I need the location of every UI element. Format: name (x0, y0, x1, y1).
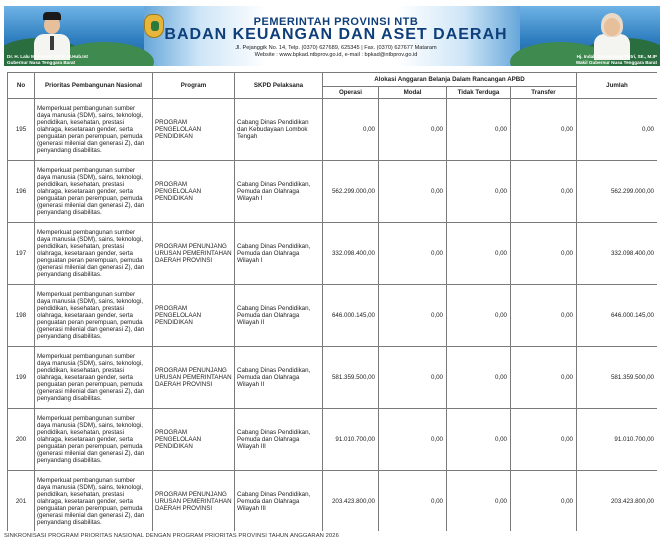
cell-prioritas: Memperkuat pembangunan sumber daya manusia (SDM), sains, teknologi, pendidikan, kesehatan, prestasi olahraga, kesetaraan gender, serta penguatan peran perempuan, pemuda (generasi milenial dan generasi Z), dan penyandang disabilitas. (35, 285, 153, 347)
vice-governor-title: Wakil Gubernur Nusa Tenggara Barat (575, 59, 657, 65)
cell-skpd: Cabang Dinas Pendidikan, Pemuda dan Olahraga Wilayah I (235, 223, 323, 285)
cell-modal: 0,00 (379, 99, 447, 161)
cell-modal: 0,00 (379, 471, 447, 532)
header-website: Website : www.bpkad.ntbprov.go.id, e-mail : bpkad@ntbprov.go.id (254, 52, 418, 58)
cell-transfer: 0,00 (511, 285, 577, 347)
cell-transfer: 0,00 (511, 99, 577, 161)
cell-program: PROGRAM PENUNJANG URUSAN PEMERINTAHAN DAERAH PROVINSI (153, 223, 235, 285)
table-row (8, 223, 658, 285)
cell-modal: 0,00 (379, 347, 447, 409)
header-program: Program (153, 73, 235, 99)
cell-operasi: 646.000.145,00 (323, 285, 379, 347)
header-title-line1: PEMERINTAH PROVINSI NTB (253, 16, 419, 28)
cell-program: PROGRAM PENGELOLAAN PENDIDIKAN (153, 285, 235, 347)
province-crest-icon (144, 14, 164, 38)
header-skpd: SKPD Pelaksana (235, 73, 323, 99)
cell-transfer: 0,00 (511, 347, 577, 409)
cell-jumlah: 0,00 (577, 99, 658, 161)
cell-transfer: 0,00 (511, 161, 577, 223)
cell-modal: 0,00 (379, 161, 447, 223)
cell-program: PROGRAM PENGELOLAAN PENDIDIKAN (153, 99, 235, 161)
cell-transfer: 0,00 (511, 223, 577, 285)
vice-governor-name: Hj. Indah Dhamayanti Putri, SE., M.IP (576, 54, 657, 60)
governor-caption (7, 54, 88, 65)
header-tidak-terduga: Tidak Terduga (447, 87, 511, 99)
header-modal: Modal (379, 87, 447, 99)
cell-operasi: 332.098.400,00 (323, 223, 379, 285)
governor-portrait (32, 10, 72, 60)
header-jumlah: Jumlah (577, 73, 658, 99)
cell-operasi: 562.299.000,00 (323, 161, 379, 223)
cell-skpd: Cabang Dinas Pendidikan dan Kebudayaan Lombok Tengah (235, 99, 323, 161)
cell-jumlah: 332.098.400,00 (577, 223, 658, 285)
cell-operasi: 0,00 (323, 99, 379, 161)
header-prioritas: Prioritas Pembangunan Nasional (35, 73, 153, 99)
header-address: Jl. Pejanggik No. 14, Telp. (0370) 627689, 625345 | Fax. (0370) 627677 Mataram (235, 45, 437, 51)
cell-prioritas: Memperkuat pembangunan sumber daya manusia (SDM), sains, teknologi, pendidikan, kesehatan, prestasi olahraga, kesetaraan gender, serta penguatan peran perempuan, pemuda (generasi milenial dan generasi Z), dan penyandang disabilitas. (35, 471, 153, 532)
cell-no: 197 (8, 223, 35, 285)
cell-program: PROGRAM PENUNJANG URUSAN PEMERINTAHAN DAERAH PROVINSI (153, 347, 235, 409)
cell-no: 199 (8, 347, 35, 409)
governor-name: Dr. H. Lalu Muhamad Iqbal, M.Hub.Int (7, 54, 88, 60)
cell-jumlah: 91.010.700,00 (577, 409, 658, 471)
cell-tidak-terduga: 0,00 (447, 223, 511, 285)
cell-no: 195 (8, 99, 35, 161)
table-row (8, 285, 658, 347)
cell-modal: 0,00 (379, 409, 447, 471)
cell-skpd: Cabang Dinas Pendidikan, Pemuda dan Olahraga Wilayah II (235, 347, 323, 409)
header-banner (4, 6, 660, 66)
cell-transfer: 0,00 (511, 471, 577, 532)
cell-modal: 0,00 (379, 285, 447, 347)
cell-tidak-terduga: 0,00 (447, 471, 511, 532)
cell-prioritas: Memperkuat pembangunan sumber daya manusia (SDM), sains, teknologi, pendidikan, kesehatan, prestasi olahraga, kesetaraan gender, serta penguatan peran perempuan, pemuda (generasi milenial dan generasi Z), dan penyandang disabilitas. (35, 223, 153, 285)
cell-tidak-terduga: 0,00 (447, 99, 511, 161)
budget-table (7, 72, 657, 531)
cell-operasi: 203.423.800,00 (323, 471, 379, 532)
header-no: No (8, 73, 35, 99)
cell-tidak-terduga: 0,00 (447, 161, 511, 223)
table-row (8, 99, 658, 161)
cell-operasi: 581.359.500,00 (323, 347, 379, 409)
cell-no: 196 (8, 161, 35, 223)
cell-program: PROGRAM PENGELOLAAN PENDIDIKAN (153, 409, 235, 471)
cell-no: 198 (8, 285, 35, 347)
governor-title: Gubernur Nusa Tenggara Barat (7, 59, 76, 65)
cell-tidak-terduga: 0,00 (447, 285, 511, 347)
cell-no: 200 (8, 409, 35, 471)
table-row (8, 471, 658, 532)
table-row (8, 409, 658, 471)
cell-transfer: 0,00 (511, 409, 577, 471)
vice-governor-caption (576, 54, 657, 65)
cell-skpd: Cabang Dinas Pendidikan, Pemuda dan Olahraga Wilayah II (235, 285, 323, 347)
table-row (8, 347, 658, 409)
cell-skpd: Cabang Dinas Pendidikan, Pemuda dan Olahraga Wilayah I (235, 161, 323, 223)
cell-prioritas: Memperkuat pembangunan sumber daya manusia (SDM), sains, teknologi, pendidikan, kesehatan, prestasi olahraga, kesetaraan gender, serta penguatan peran perempuan, pemuda (generasi milenial dan generasi Z), dan penyandang disabilitas. (35, 161, 153, 223)
cell-operasi: 91.010.700,00 (323, 409, 379, 471)
budget-table-container (7, 72, 657, 531)
cell-no: 201 (8, 471, 35, 532)
cell-skpd: Cabang Dinas Pendidikan, Pemuda dan Olahraga Wilayah III (235, 471, 323, 532)
cell-jumlah: 562.299.000,00 (577, 161, 658, 223)
vice-governor-portrait (592, 10, 632, 60)
table-row (8, 161, 658, 223)
cell-tidak-terduga: 0,00 (447, 409, 511, 471)
header-title-line2: BADAN KEUANGAN DAN ASET DAERAH (164, 26, 508, 43)
header-alokasi: Alokasi Anggaran Belanja Dalam Rancangan APBD (323, 73, 577, 87)
cell-prioritas: Memperkuat pembangunan sumber daya manusia (SDM), sains, teknologi, pendidikan, kesehatan, prestasi olahraga, kesetaraan gender, serta penguatan peran perempuan, pemuda (generasi milenial dan generasi Z), dan penyandang disabilitas. (35, 99, 153, 161)
cell-program: PROGRAM PENGELOLAAN PENDIDIKAN (153, 161, 235, 223)
cell-tidak-terduga: 0,00 (447, 347, 511, 409)
cell-jumlah: 581.359.500,00 (577, 347, 658, 409)
header-operasi: Operasi (323, 87, 379, 99)
cell-prioritas: Memperkuat pembangunan sumber daya manusia (SDM), sains, teknologi, pendidikan, kesehatan, prestasi olahraga, kesetaraan gender, serta penguatan peran perempuan, pemuda (generasi milenial dan generasi Z), dan penyandang disabilitas. (35, 409, 153, 471)
cell-modal: 0,00 (379, 223, 447, 285)
header-address-block (164, 45, 508, 59)
page-footer: SINKRONISASI PROGRAM PRIORITAS NASIONAL DENGAN PROGRAM PRIORITAS PROVINSI TAHUN ANGGARAN 2026 (4, 533, 339, 539)
cell-skpd: Cabang Dinas Pendidikan, Pemuda dan Olahraga Wilayah III (235, 409, 323, 471)
cell-jumlah: 203.423.800,00 (577, 471, 658, 532)
header-transfer: Transfer (511, 87, 577, 99)
cell-program: PROGRAM PENUNJANG URUSAN PEMERINTAHAN DAERAH PROVINSI (153, 471, 235, 532)
cell-prioritas: Memperkuat pembangunan sumber daya manusia (SDM), sains, teknologi, pendidikan, kesehatan, prestasi olahraga, kesetaraan gender, serta penguatan peran perempuan, pemuda (generasi milenial dan generasi Z), dan penyandang disabilitas. (35, 347, 153, 409)
cell-jumlah: 646.000.145,00 (577, 285, 658, 347)
